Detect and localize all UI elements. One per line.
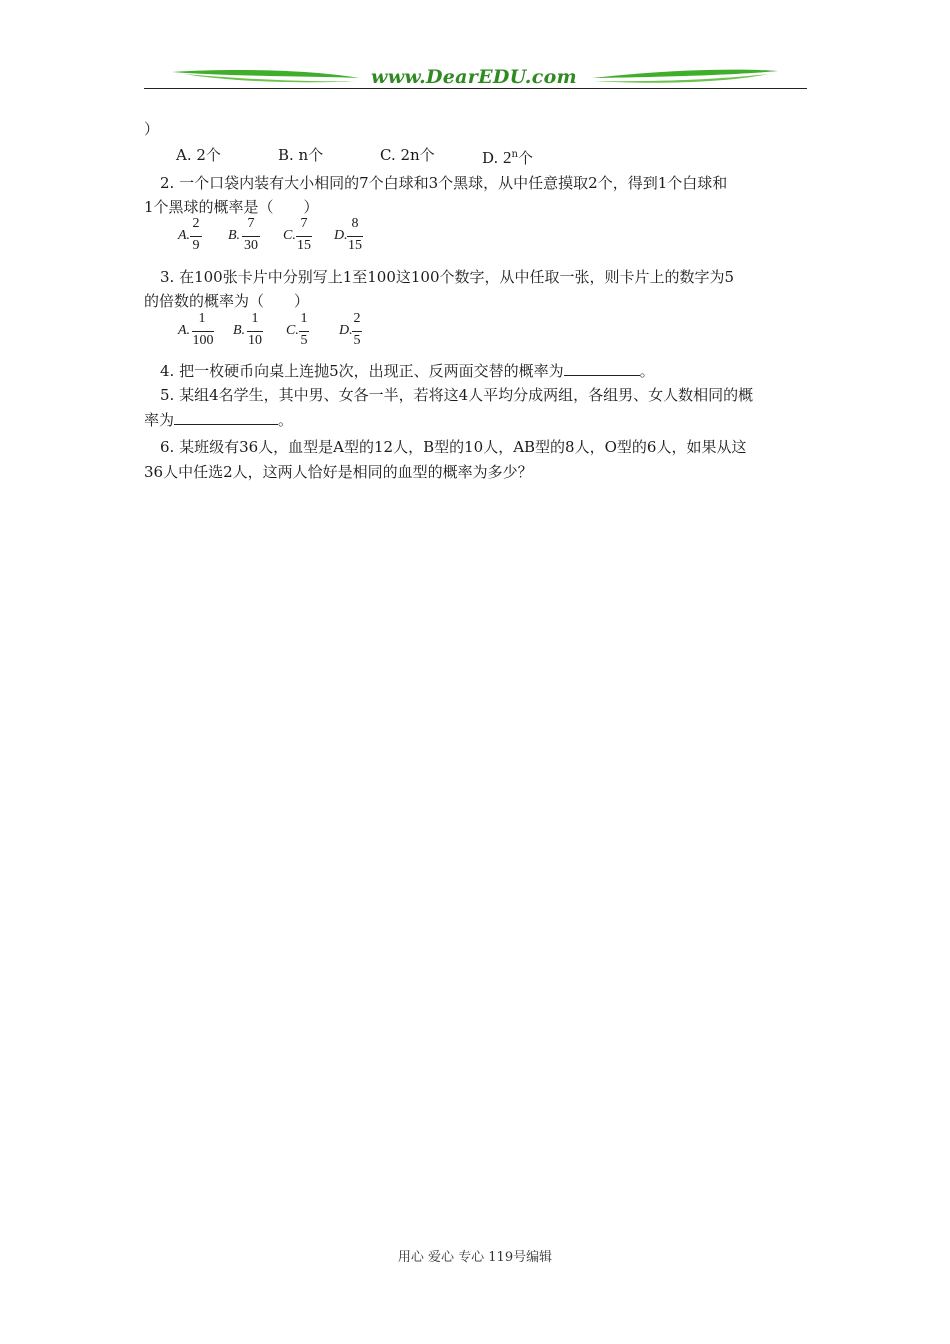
q2-option-c-denominator: 15 bbox=[297, 238, 311, 253]
q3-option-a-denominator: 100 bbox=[192, 333, 214, 348]
q3-option-c bbox=[286, 311, 316, 355]
fraction-bar bbox=[347, 236, 363, 237]
q3-option-c-numerator: 1 bbox=[300, 311, 308, 326]
q1-closing-paren: ） bbox=[144, 120, 160, 138]
q2-option-b bbox=[228, 216, 264, 260]
q2-option-a-label: A. bbox=[178, 228, 191, 243]
q6-text-line2: 36人中任选2人，这两人恰好是相同的血型的概率为多少？ bbox=[144, 463, 533, 481]
fraction-bar bbox=[247, 331, 263, 332]
q1-option-a: A. 2个 bbox=[176, 146, 221, 164]
fraction-bar bbox=[299, 331, 309, 332]
q1-option-b: B. n个 bbox=[278, 146, 324, 164]
q4-text bbox=[160, 360, 655, 382]
q1-option-d-base: 2 bbox=[503, 148, 512, 167]
q3-option-d bbox=[339, 311, 369, 355]
q3-option-c-label: C. bbox=[286, 323, 299, 338]
q2-option-a bbox=[178, 216, 208, 260]
page-footer: 用心 爱心 专心 119号编辑 bbox=[397, 1250, 553, 1265]
q2-option-d bbox=[334, 216, 370, 260]
q3-text-line1: 3. 在100张卡片中分别写上1至100这100个数字，从中任取一张，则卡片上的数字为5 bbox=[160, 268, 735, 286]
q2-option-a-denominator: 9 bbox=[192, 238, 200, 253]
q3-option-b-label: B. bbox=[233, 323, 246, 338]
header-rule bbox=[144, 88, 807, 89]
fraction-bar bbox=[352, 331, 362, 332]
q2-option-b-label: B. bbox=[228, 228, 241, 243]
q1-option-d-exponent: n bbox=[511, 149, 518, 160]
q4-question: 4. 把一枚硬币向桌上连抛5次，出现正、反两面交替的概率为 bbox=[160, 362, 564, 380]
q3-text-line2: 的倍数的概率为（ ） bbox=[144, 292, 310, 310]
q2-text-line1: 2. 一个口袋内装有大小相同的7个白球和3个黑球，从中任意摸取2个，得到1个白球和 bbox=[160, 174, 728, 192]
site-logo[interactable]: www.DearEDU.com bbox=[371, 66, 577, 88]
q3-option-b-denominator: 10 bbox=[248, 333, 262, 348]
q3-option-a bbox=[178, 311, 218, 355]
q5-text-line1: 5. 某组4名学生，其中男、女各一半，若将这4人平均分成两组，各组男、女人数相同的概 bbox=[160, 386, 754, 404]
q1-option-d-unit: 个 bbox=[517, 149, 533, 167]
fraction-bar bbox=[190, 236, 202, 237]
page-header bbox=[144, 60, 807, 94]
q3-option-a-numerator: 1 bbox=[198, 311, 206, 326]
q3-option-c-denominator: 5 bbox=[300, 333, 308, 348]
fraction-bar bbox=[296, 236, 312, 237]
q2-option-b-denominator: 30 bbox=[244, 238, 258, 253]
q3-option-d-label: D. bbox=[339, 323, 353, 338]
q5-text-line2 bbox=[144, 409, 293, 431]
q1-option-c: C. 2n个 bbox=[380, 146, 435, 164]
q5-period: 。 bbox=[278, 411, 294, 429]
q2-option-c bbox=[283, 216, 319, 260]
q2-option-d-numerator: 8 bbox=[351, 216, 359, 231]
fraction-bar bbox=[242, 236, 260, 237]
q6-text-line1: 6. 某班级有36人，血型是A型的12人，B型的10人，AB型的8人，O型的6人，如果从这 bbox=[160, 438, 747, 456]
fraction-bar bbox=[192, 331, 214, 332]
q3-option-b bbox=[233, 311, 269, 355]
q1-option-d-label: D. bbox=[482, 149, 504, 167]
q1-option-d bbox=[482, 144, 533, 169]
q3-option-d-numerator: 2 bbox=[353, 311, 361, 326]
q4-answer-blank[interactable] bbox=[564, 361, 640, 376]
q2-option-a-numerator: 2 bbox=[192, 216, 200, 231]
q5-answer-blank[interactable] bbox=[174, 410, 278, 425]
q2-option-d-denominator: 15 bbox=[348, 238, 362, 253]
q2-option-c-numerator: 7 bbox=[300, 216, 308, 231]
q3-option-a-label: A. bbox=[178, 323, 191, 338]
q3-option-b-numerator: 1 bbox=[251, 311, 259, 326]
q5-question-end: 率为 bbox=[144, 411, 175, 429]
q2-text-line2: 1个黑球的概率是（ ） bbox=[144, 198, 319, 216]
q2-option-b-numerator: 7 bbox=[247, 216, 255, 231]
q4-period: 。 bbox=[639, 362, 655, 380]
q3-option-d-denominator: 5 bbox=[353, 333, 361, 348]
q2-option-d-label: D. bbox=[334, 228, 348, 243]
q2-option-c-label: C. bbox=[283, 228, 296, 243]
